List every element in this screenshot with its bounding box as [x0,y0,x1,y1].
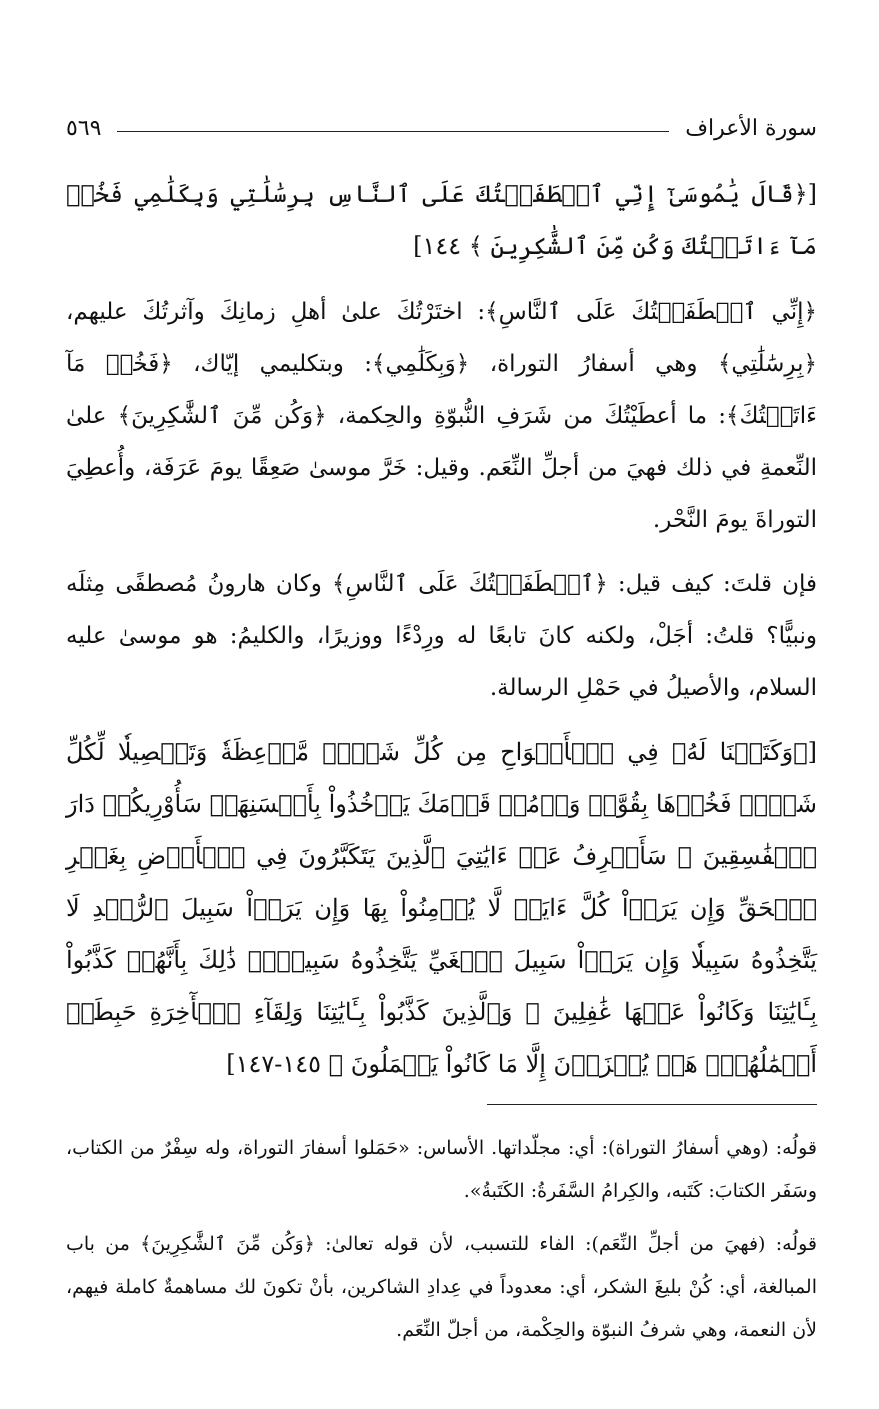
spacer [66,714,817,726]
surah-title: سورة الأعراف [685,115,817,141]
spacer [66,546,817,558]
quran-verses-145-147: [﴿وَكَتَبۡنَا لَهُۥ فِي ٱلۡأَلۡوَاحِ مِن كُلِّ شَيۡءٖ مَّوۡعِظَةٗ وَتَفۡصِيلٗا لِّكُلِّ شَيۡءٖ فَخُذۡهَا بِقُوَّةٖ وَأۡمُرۡ قَوۡمَكَ يَأۡخُذُواْ بِأَحۡسَنِهَاۚ سَأُوْرِيكُمۡ دَارَ ٱلۡفَٰسِقِينَ ۞ سَأَصۡرِفُ عَنۡ ءَايَٰتِيَ ٱلَّذِينَ يَتَكَبَّرُونَ فِي ٱلۡأَرۡضِ بِغَيۡرِ ٱلۡحَقِّ وَإِن يَرَوۡاْ كُلَّ ءَايَةٖ لَّا يُؤۡمِنُواْ بِهَا وَإِن يَرَوۡاْ سَبِيلَ ٱلرُّشۡدِ لَا يَتَّخِذُوهُ سَبِيلٗا وَإِن يَرَوۡاْ سَبِيلَ ٱلۡغَيِّ يَتَّخِذُوهُ سَبِيلٗاۚ ذَٰلِكَ بِأَنَّهُمۡ كَذَّبُواْ بِـَٔايَٰتِنَا وَكَانُواْ عَنۡهَا غَٰفِلِينَ ۞ وَٱلَّذِينَ كَذَّبُواْ بِـَٔايَٰتِنَا وَلِقَآءِ ٱلۡأٓخِرَةِ حَبِطَتۡ أَعۡمَٰلُهُمۡۚ هَلۡ يُجۡزَوۡنَ إِلَّا مَا كَانُواْ يَعۡمَلُونَ ﴾ ١٤٥-١٤٧] [66,738,818,1078]
spacer [66,1213,817,1223]
footnote-1: قولُه: (وهي أسفارُ التوراة): أي: مجلّداتها. الأساس: «حَمَلوا أسفارَ التوراة، وله سِفْرٌ من الكتاب، وسَفَر الكتابَ: كَتَبه، والكِرامُ السَّفَرةُ: الكَتَبةُ». [66,1137,817,1202]
commentary-paragraph-1: ﴿إِنِّي ٱصۡطَفَيۡتُكَ عَلَى ٱلنَّاسِ﴾: اختَرْتُكَ علىٰ أهلِ زمانِكَ وآثرتُكَ عليهم، ﴿بِرِسَٰلَٰتِي﴾ وهي أسفارُ التوراة، ﴿وَبِكَلَٰمِي﴾: وبتكليمي إيّاك، ﴿فَخُذۡ مَآ ءَاتَيۡتُكَ﴾: ما أعطَيْتُكَ من شَرَفِ النُّبوّةِ والحِكمة، ﴿وَكُن مِّنَ ٱلشَّٰكِرِينَ﴾ علىٰ النِّعمةِ في ذلك فهيَ من أجلِّ النِّعَم. وقيل: خَرَّ موسىٰ صَعِقًا يومَ عَرَفَة، وأُعطِيَ التوراةَ يومَ النَّحْر. [66,299,817,533]
page-number: ٥٦٩ [66,115,102,141]
footnote-separator [487,1104,817,1105]
commentary-paragraph-2: فإن قلتَ: كيف قيل: ﴿ٱصۡطَفَيۡتُكَ عَلَى ٱلنَّاسِ﴾ وكان هارونُ مُصطفًى مِثلَه ونبيًّا؟ قلتُ: أجَلْ، ولكنه كانَ تابعًا له ورِدْءًا ووزيرًا، والكليمُ: هو موسىٰ عليه السلام، والأصيلُ في حَمْلِ الرسالة. [66,571,817,701]
quran-verse-144: [﴿قَالَ يَٰمُوسَىٰٓ إِنِّي ٱصۡطَفَيۡتُكَ عَلَى ٱلنَّاسِ بِرِسَٰلَٰتِي وَبِكَلَٰمِي فَخُذۡ مَآ ءَاتَيۡتُكَ وَكُن مِّنَ ٱلشَّٰكِرِينَ ﴾ ١٤٤] [66,180,817,260]
footnote-2: قولُه: (فهيَ من أجلِّ النِّعَم): الفاء للتسبب، لأن قوله تعالىٰ: ﴿وَكُن مِّنَ ٱلشَّٰكِرِينَ﴾ من باب المبالغة، أي: كُنْ بليغَ الشكر، أي: معدوداً في عِدادِ الشاكرين، بأنْ تكونَ لك مساهمةٌ كاملة فيهم، لأن النعمة، وهي شرفُ النبوّة والحِكْمة، من أجلّ النِّعَم. [66,1233,817,1341]
book-page [66,110,817,1409]
header-rule [117,131,669,132]
spacer [66,272,817,286]
running-header [66,110,817,146]
